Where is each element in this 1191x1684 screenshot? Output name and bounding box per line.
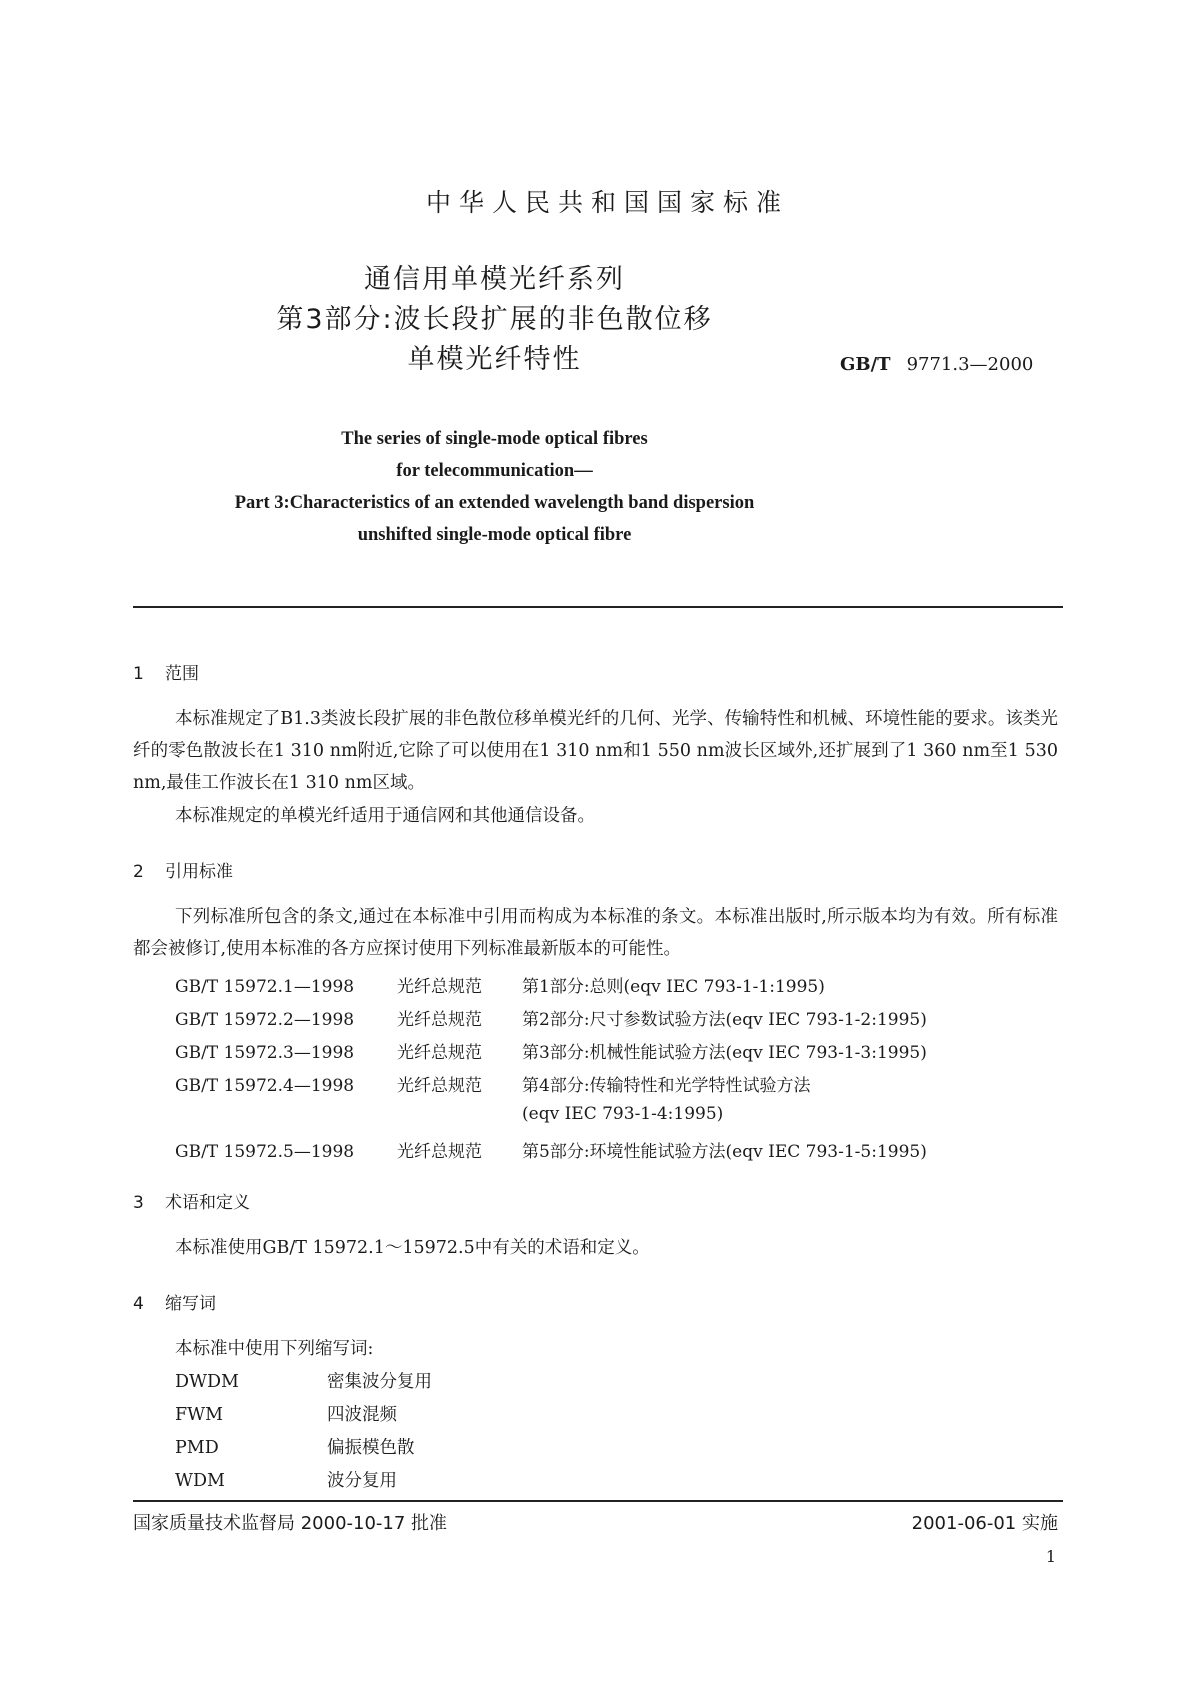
section-2-title: 引用标准 <box>165 862 233 882</box>
reference-row <box>175 1038 927 1063</box>
standard-prefix: GB/T <box>840 354 891 375</box>
reference-code: GB/T 15972.5—1998 <box>175 1142 355 1162</box>
standard-number <box>840 354 1033 375</box>
reference-code: GB/T 15972.4—1998 <box>175 1076 355 1096</box>
abbreviation-row <box>175 1401 397 1426</box>
reference-row <box>175 1137 927 1162</box>
reference-code: GB/T 15972.2—1998 <box>175 1010 355 1030</box>
section-3-title: 术语和定义 <box>165 1193 250 1213</box>
reference-name: 光纤总规范 <box>397 1043 482 1063</box>
chinese-title-line-3: 单模光纤特性 <box>407 344 582 375</box>
section-1-heading <box>133 659 199 684</box>
footer-divider <box>133 1500 1063 1502</box>
header-divider <box>133 606 1063 608</box>
section-1-title: 范围 <box>165 664 199 684</box>
section-4-intro: 本标准中使用下列缩写词: <box>175 1339 374 1359</box>
english-title-line-1: The series of single-mode optical fibres <box>341 429 648 449</box>
abbreviation-meaning: 偏振模色散 <box>327 1438 415 1458</box>
section-4-number: 4 <box>133 1294 144 1314</box>
abbreviation-term: PMD <box>175 1438 219 1458</box>
reference-row <box>175 1005 927 1030</box>
abbreviation-row <box>175 1368 432 1393</box>
abbreviation-meaning: 波分复用 <box>327 1471 397 1491</box>
abbreviation-term: FWM <box>175 1405 224 1425</box>
reference-part: 第1部分:总则(eqv IEC 793-1-1:1995) <box>522 977 825 997</box>
english-title-line-2: for telecommunication— <box>396 461 593 481</box>
reference-name: 光纤总规范 <box>397 1076 482 1096</box>
chinese-title-line-2: 第3部分:波长段扩展的非色散位移 <box>276 304 713 335</box>
reference-part: 第4部分:传输特性和光学特性试验方法 <box>522 1076 811 1096</box>
reference-name: 光纤总规范 <box>397 977 482 997</box>
approval-note: 国家质量技术监督局 2000-10-17 批准 <box>133 1513 448 1534</box>
abbreviation-term: DWDM <box>175 1372 239 1392</box>
standard-code: 9771.3—2000 <box>906 354 1034 375</box>
page-number: 1 <box>1045 1547 1056 1566</box>
reference-code: GB/T 15972.3—1998 <box>175 1043 355 1063</box>
reference-name: 光纤总规范 <box>397 1142 482 1162</box>
reference-name: 光纤总规范 <box>397 1010 482 1030</box>
section-2-heading <box>133 857 233 882</box>
abbreviation-row <box>175 1467 397 1492</box>
english-title-line-4: unshifted single-mode optical fibre <box>357 525 632 545</box>
abbreviation-meaning: 密集波分复用 <box>327 1372 432 1392</box>
reference-row <box>175 1071 811 1096</box>
reference-code: GB/T 15972.1—1998 <box>175 977 355 997</box>
reference-row-continuation: (eqv IEC 793-1-4:1995) <box>522 1104 724 1124</box>
english-title-line-3: Part 3:Characteristics of an extended wavelength band dispersion <box>234 493 755 513</box>
abbreviation-row <box>175 1434 415 1459</box>
section-3-number: 3 <box>133 1193 144 1213</box>
section-4-heading <box>133 1289 216 1314</box>
reference-part: 第2部分:尺寸参数试验方法(eqv IEC 793-1-2:1995) <box>522 1010 927 1030</box>
section-1-paragraph-1: 本标准规定了B1.3类波长段扩展的非色散位移单模光纤的几何、光学、传输特性和机械、环境性能的要求。该类光纤的零色散波长在1 310 nm附近,它除了可以使用在1 310 nm和1 550 nm波长区域外,还扩展到了1 360 nm至1 530 nm,最佳工作波长在1 310 nm区域。 <box>133 709 1058 793</box>
reference-part: 第5部分:环境性能试验方法(eqv IEC 793-1-5:1995) <box>522 1142 927 1162</box>
abbreviation-meaning: 四波混频 <box>327 1405 397 1425</box>
reference-row <box>175 972 825 997</box>
effective-date: 2001-06-01 实施 <box>911 1513 1058 1534</box>
national-standard-heading: 中华人民共和国国家标准 <box>425 188 789 217</box>
section-1-number: 1 <box>133 664 144 684</box>
section-3-paragraph-1: 本标准使用GB/T 15972.1～15972.5中有关的术语和定义。 <box>175 1238 650 1258</box>
chinese-title-line-1: 通信用单模光纤系列 <box>364 264 625 295</box>
abbreviation-term: WDM <box>175 1471 225 1491</box>
section-3-heading <box>133 1188 250 1213</box>
section-2-number: 2 <box>133 862 144 882</box>
section-4-title: 缩写词 <box>165 1294 216 1314</box>
reference-part: 第3部分:机械性能试验方法(eqv IEC 793-1-3:1995) <box>522 1043 927 1063</box>
section-1-paragraph-2: 本标准规定的单模光纤适用于通信网和其他通信设备。 <box>175 806 595 826</box>
section-2-paragraph-1: 下列标准所包含的条文,通过在本标准中引用而构成为本标准的条文。本标准出版时,所示版本均为有效。所有标准都会被修订,使用本标准的各方应探讨使用下列标准最新版本的可能性。 <box>133 907 1058 959</box>
